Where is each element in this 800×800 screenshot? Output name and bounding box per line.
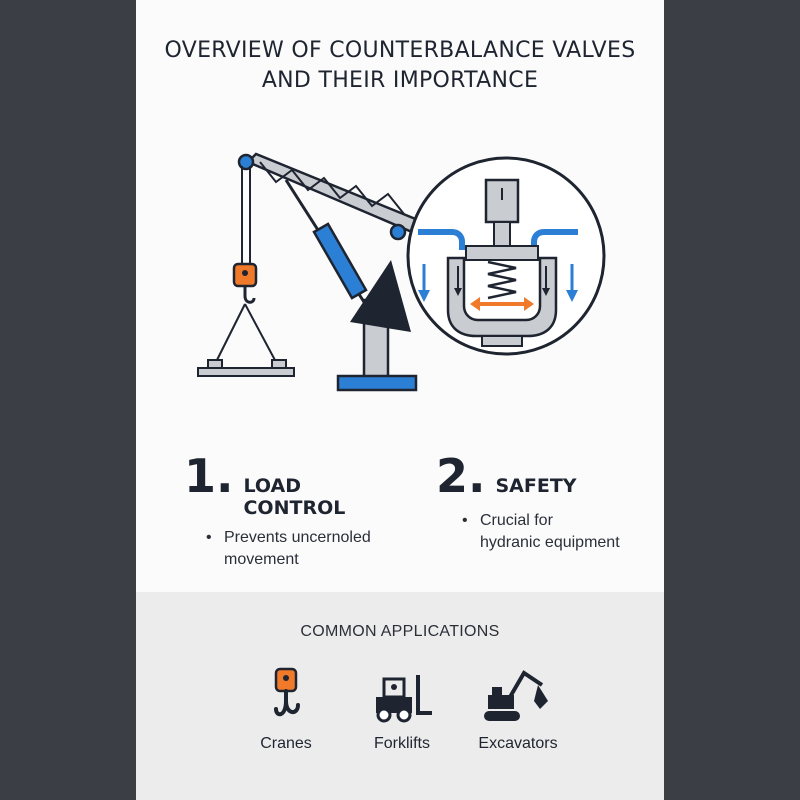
crane-valve-illustration: [136, 140, 664, 400]
excavator-icon: [482, 667, 554, 727]
title-line-2: AND THEIR IMPORTANCE: [261, 68, 539, 93]
point-heading: SAFETY: [495, 475, 577, 497]
description-line-2: hydranic equipment: [480, 534, 620, 551]
point-safety: [436, 450, 656, 560]
point-description: [462, 510, 656, 554]
application-label: Forklifts: [374, 735, 430, 752]
description-line-1: Prevents uncernoled: [224, 529, 371, 546]
crane-hook-icon: [266, 667, 306, 727]
application-label: Excavators: [478, 735, 558, 752]
common-applications-panel: [136, 592, 664, 800]
application-label: Cranes: [260, 735, 312, 752]
point-number: 2.: [436, 449, 486, 503]
point-number: 1.: [184, 449, 234, 503]
page-title: [136, 36, 664, 96]
description-line-2: movement: [224, 551, 299, 568]
title-line-1: OVERVIEW OF COUNTERBALANCE VALVES: [164, 38, 636, 63]
description-line-1: Crucial for: [480, 512, 553, 529]
bullet: •: [462, 512, 468, 529]
application-forklifts: [342, 667, 462, 767]
point-load-control: [184, 449, 404, 568]
point-description: [206, 527, 404, 571]
crane-hook: [198, 155, 294, 376]
crane-boom: [248, 154, 418, 232]
applications-title: COMMON APPLICATIONS: [300, 623, 500, 640]
valve-detail: [408, 158, 604, 354]
application-cranes: [226, 667, 346, 767]
forklift-icon: [370, 667, 434, 727]
application-excavators: [458, 667, 578, 767]
infographic-card: [136, 0, 664, 800]
bullet: •: [206, 529, 212, 546]
point-heading: LOAD CONTROL: [243, 475, 346, 519]
